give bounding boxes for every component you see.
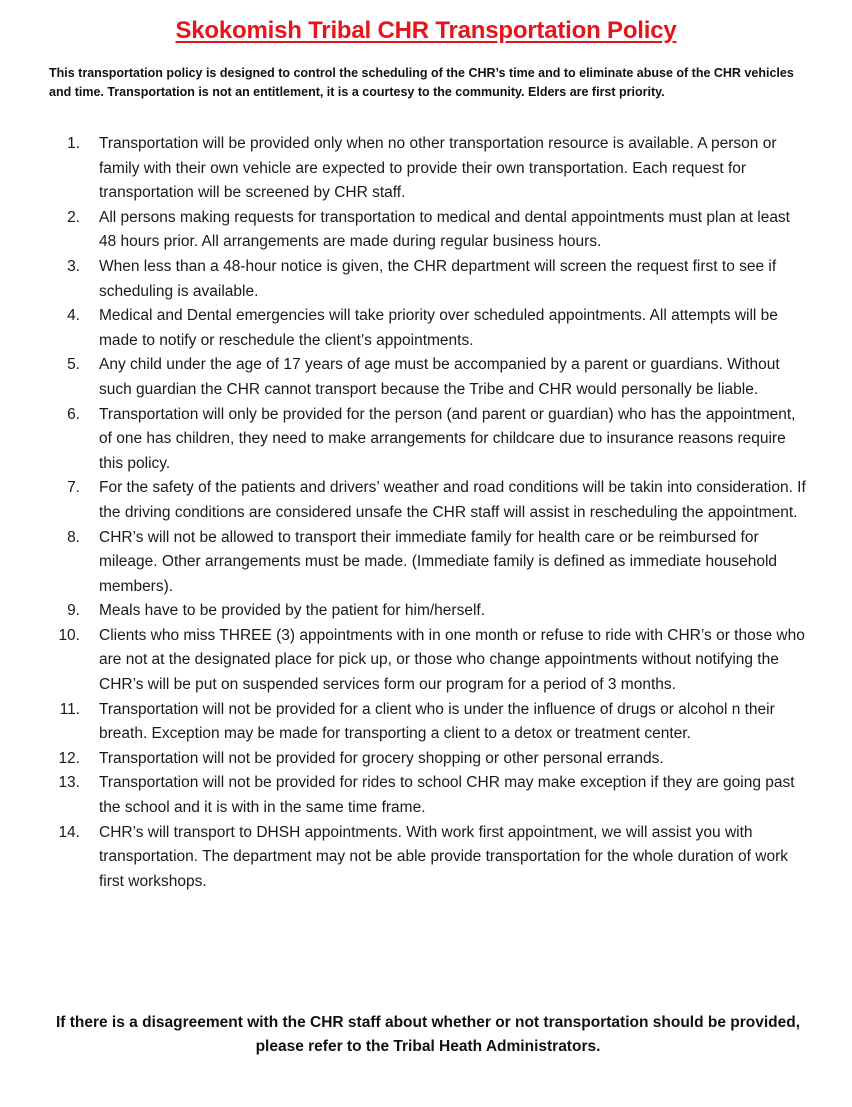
policy-item-number: 5.	[67, 356, 80, 374]
policy-list	[58, 132, 811, 894]
policy-item	[66, 304, 811, 353]
policy-item	[66, 255, 811, 304]
policy-item	[58, 624, 811, 698]
policy-item-text: Transportation will be provided only when no other transportation resource is available. A person or family with their own vehicle are expected to provide their own transportation. Each request for transportation will be screened by CHR staff.	[99, 135, 777, 202]
policy-item-number: 8.	[67, 528, 80, 546]
policy-item-text: Meals have to be provided by the patient for him/herself.	[99, 602, 485, 620]
policy-item-text: Transportation will not be provided for a client who is under the influence of drugs or alcohol n their breath. Exception may be made for transporting a client to a detox or treatment center.	[99, 700, 775, 743]
policy-item	[58, 771, 811, 820]
policy-item	[66, 403, 811, 477]
policy-item-number: 14.	[58, 823, 80, 841]
page-title: Skokomish Tribal CHR Transportation Policy	[175, 17, 677, 44]
footer-note: If there is a disagreement with the CHR staff about whether or not transportation should be provided, please refer to the Tribal Heath Administrators.	[55, 1014, 801, 1055]
policy-item-text: Medical and Dental emergencies will take priority over scheduled appointments. All attempts will be made to notify or reschedule the client’s appointments.	[99, 307, 778, 349]
policy-item	[66, 476, 811, 525]
policy-item-text: When less than a 48-hour notice is given, the CHR department will screen the request first to see if scheduling is available.	[99, 257, 777, 300]
policy-item-number: 1.	[67, 135, 80, 152]
policy-item-number: 2.	[67, 208, 80, 226]
policy-item	[59, 698, 811, 747]
policy-item-text: Clients who miss THREE (3) appointments with in one month or refuse to ride with CHR’s or those who are not at the designated place for pick up, or those who change appointments without notifying the CHR’s will be put on suspended services form our program for a period of 3 months.	[99, 626, 805, 694]
policy-item-text: CHR’s will not be allowed to transport their immediate family for health care or be reimbursed for mileage. Other arrangements must be made. (Immediate family is defined as immediate household members).	[99, 528, 778, 595]
policy-item	[58, 821, 811, 895]
policy-item	[66, 353, 811, 402]
policy-item-number: 6.	[67, 405, 80, 423]
policy-item-text: Transportation will not be provided for rides to school CHR may make exception if they are going past the school and it is with in the same time frame.	[99, 774, 795, 817]
policy-item-text: Transportation will only be provided for the person (and parent or guardian) who has the appointment, of one has children, they need to make arrangements for childcare due to insurance reasons require this policy.	[99, 405, 796, 472]
policy-item-text: Transportation will not be provided for grocery shopping or other personal errands.	[99, 749, 664, 767]
policy-item-number: 12.	[58, 749, 80, 767]
policy-item-number: 9.	[67, 602, 80, 620]
policy-item-number: 3.	[67, 257, 80, 275]
policy-item-text: CHR’s will transport to DHSH appointments. With work first appointment, we will assist you with transportation. The department may not be able provide transportation for the whole duration of work first workshops.	[99, 823, 789, 890]
policy-item	[66, 526, 811, 600]
policy-item-number: 10.	[58, 626, 80, 644]
policy-item-text: All persons making requests for transportation to medical and dental appointments must plan at least 48 hours prior. All arrangements are made during regular business hours.	[99, 208, 790, 251]
policy-item	[66, 132, 811, 206]
policy-item-number: 13.	[58, 774, 80, 792]
policy-item-text: For the safety of the patients and drivers’ weather and road conditions will be takin into consideration. If the driving conditions are considered unsafe the CHR staff will assist in rescheduling the appointment.	[99, 479, 806, 521]
policy-item-text: Any child under the age of 17 years of age must be accompanied by a parent or guardians. Without such guardian the CHR cannot transport because the Tribe and CHR would personally be liable.	[99, 356, 780, 398]
policy-item	[58, 747, 811, 772]
policy-item	[66, 206, 811, 255]
policy-item-number: 4.	[67, 307, 80, 325]
policy-item-number: 11.	[59, 700, 80, 718]
intro-paragraph: This transportation policy is designed to control the scheduling of the CHR’s time and to eliminate abuse of the CHR vehicles and time. Transportation is not an entitlement, it is a courtesy to the community. Elders are first priority.	[49, 66, 794, 99]
policy-item-number: 7.	[67, 479, 80, 497]
policy-item	[66, 599, 811, 624]
